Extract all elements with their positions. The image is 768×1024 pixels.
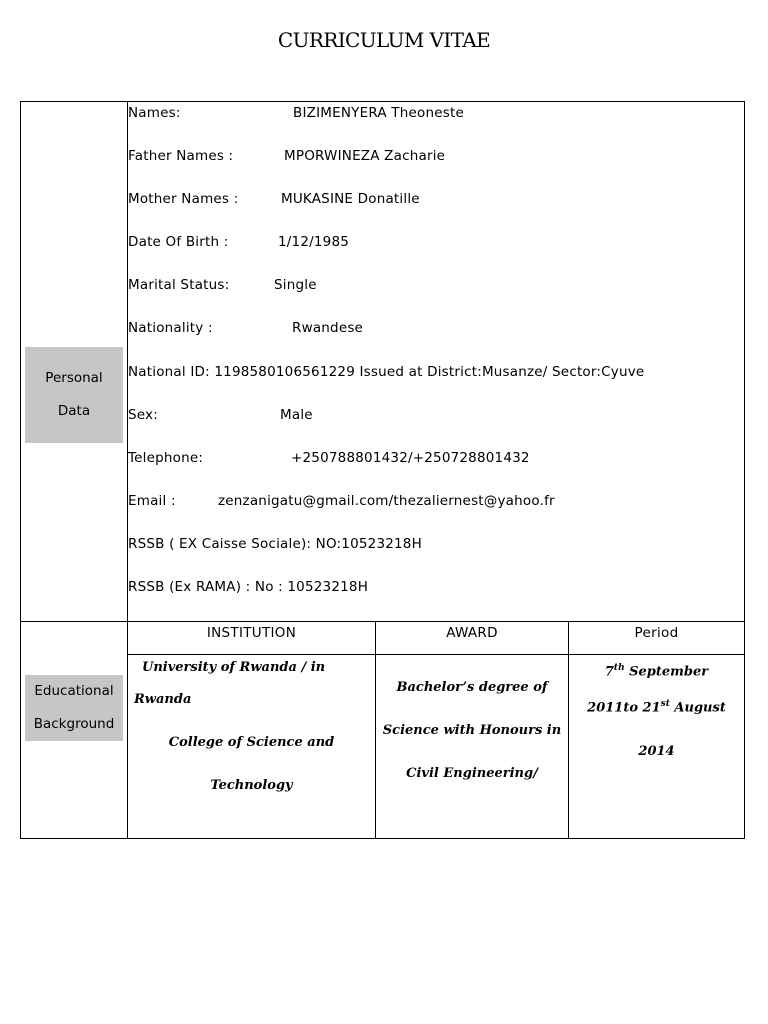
personal-data-row	[21, 102, 745, 622]
institution-header: INSTITUTION	[128, 622, 376, 655]
period-line2: 2011to 21st August	[587, 699, 726, 716]
field-sex: Sex: Male	[128, 406, 313, 423]
field-nationality: Nationality : Rwandese	[128, 320, 364, 337]
award-header: AWARD	[376, 622, 569, 655]
education-section-cell	[21, 622, 128, 839]
field-email: Email : zenzanigatu@gmail.com/thezaliernest@yahoo.fr	[128, 492, 555, 509]
educational-background-label	[25, 675, 123, 741]
institution-cell	[128, 655, 376, 839]
institution-line4: Technology	[210, 778, 293, 793]
cv-table	[20, 101, 745, 839]
period-cell	[569, 655, 745, 839]
personal-label-line1: Personal	[45, 370, 103, 386]
institution-line3: College of Science and	[168, 735, 335, 750]
field-rssb-caisse-sociale: RSSB ( EX Caisse Sociale): NO:10523218H	[128, 535, 422, 552]
field-marital-status: Marital Status: Single	[128, 277, 317, 294]
field-mother-names: Mother Names : MUKASINE Donatille	[128, 191, 420, 208]
field-telephone: Telephone: +250788801432/+250728801432	[128, 449, 530, 466]
award-cell	[376, 655, 569, 839]
document-title: CURRICULUM VITAE	[277, 28, 491, 52]
period-line1: 7th September	[604, 663, 709, 680]
institution-line1: University of Rwanda / in	[142, 660, 326, 675]
edu-label-line1: Educational	[34, 683, 114, 699]
institution-line2: Rwanda	[134, 692, 192, 707]
field-father-names: Father Names : MPORWINEZA Zacharie	[128, 148, 446, 165]
field-rssb-rama: RSSB (Ex RAMA) : No : 10523218H	[128, 579, 369, 596]
personal-label-line2: Data	[57, 403, 91, 419]
personal-section-cell	[21, 102, 128, 622]
field-date-of-birth: Date Of Birth : 1/12/1985	[128, 234, 350, 251]
edu-label-line2: Background	[33, 716, 115, 732]
education-header-row	[21, 622, 745, 655]
award-line2: Science with Honours in	[382, 723, 562, 738]
award-line3: Civil Engineering/	[406, 766, 538, 781]
field-national-id: National ID: 1198580106561229 Issued at District:Musanze/ Sector:Cyuve	[128, 363, 645, 380]
period-header: Period	[569, 622, 745, 655]
period-line3: 2014	[638, 743, 675, 759]
personal-data-cell	[128, 102, 745, 622]
personal-data-label	[25, 347, 123, 443]
award-line1: Bachelor’s degree of	[396, 680, 548, 695]
field-names: Names: BIZIMENYERA Theoneste	[128, 105, 464, 121]
education-entry-row	[21, 655, 745, 839]
